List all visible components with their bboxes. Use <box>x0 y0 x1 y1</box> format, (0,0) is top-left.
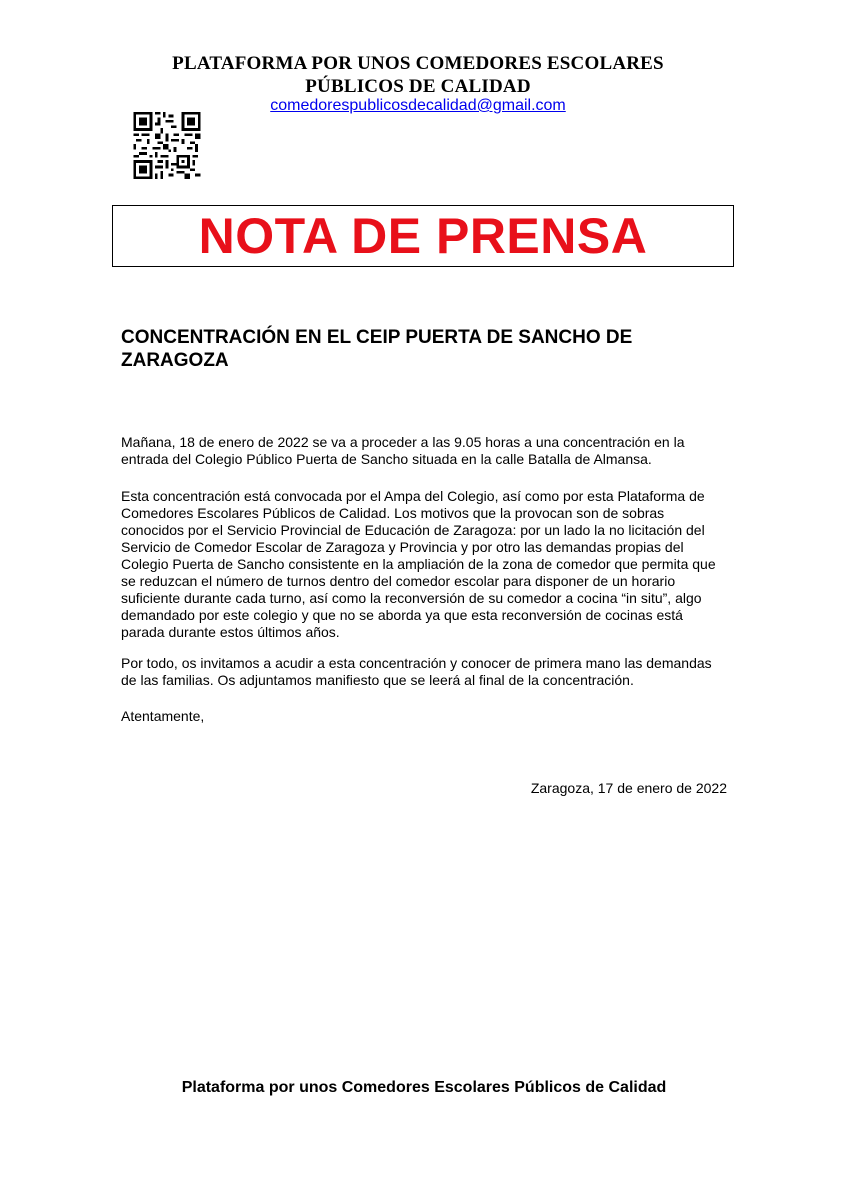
paragraph-line: entrada del Colegio Público Puerta de Sancho situada en la calle Batalla de Almansa. <box>121 451 652 467</box>
email-link[interactable]: comedorespublicosdecalidad@gmail.com <box>270 97 566 114</box>
paragraph-line: Servicio de Comedor Escolar de Zaragoza y Provincia y por otro las demandas propias del <box>121 539 684 555</box>
paragraph-2 <box>121 488 731 641</box>
paragraph-line: Comedores Escolares Públicos de Calidad. Los motivos que la provocan son de sobras <box>121 505 665 521</box>
paragraph-line: Esta concentración está convocada por el Ampa del Colegio, así como por esta Plataforma de <box>121 488 705 504</box>
paragraph-line: demandado por este colegio y que no se aborda ya que esta reconversión de cocinas está <box>121 607 683 623</box>
headline <box>121 326 731 372</box>
organization-title-line-1: PLATAFORMA POR UNOS COMEDORES ESCOLARES <box>172 53 664 74</box>
organization-title <box>100 52 736 98</box>
closing-salutation: Atentamente, <box>121 708 205 724</box>
paragraph-line: Colegio Puerta de Sancho consistente en la ampliación de la zona de comedor que permita que <box>121 556 716 572</box>
paragraph-line: Mañana, 18 de enero de 2022 se va a proceder a las 9.05 horas a una concentración en la <box>121 434 685 450</box>
qr-code-icon <box>128 112 206 179</box>
paragraph-line: se reduzcan el número de turnos dentro del comedor escolar para disponer de un horario <box>121 573 676 589</box>
press-release-banner <box>112 205 734 267</box>
headline-line-2: ZARAGOZA <box>121 350 229 371</box>
footer-organization: Plataforma por unos Comedores Escolares Públicos de Calidad <box>181 1079 667 1096</box>
paragraph-line: de las familias. Os adjuntamos manifiesto que se leerá al final de la concentración. <box>121 672 634 688</box>
paragraph-line: conocidos por el Servicio Provincial de Educación de Zaragoza: por un lado la no licitación del <box>121 522 705 538</box>
paragraph-3 <box>121 655 731 689</box>
paragraph-1 <box>121 434 731 468</box>
document-date: Zaragoza, 17 de enero de 2022 <box>530 780 727 796</box>
headline-line-1: CONCENTRACIÓN EN EL CEIP PUERTA DE SANCHO DE <box>121 327 633 348</box>
paragraph-line: parada durante estos últimos años. <box>121 624 340 640</box>
press-release-title: NOTA DE PRENSA <box>198 208 648 264</box>
organization-title-line-2: PÚBLICOS DE CALIDAD <box>305 76 531 97</box>
paragraph-line: Por todo, os invitamos a acudir a esta concentración y conocer de primera mano las demandas <box>121 655 712 671</box>
paragraph-line: suficiente durante cada turno, así como la reconversión de su comedor a cocina “in situ”, algo <box>121 590 702 606</box>
